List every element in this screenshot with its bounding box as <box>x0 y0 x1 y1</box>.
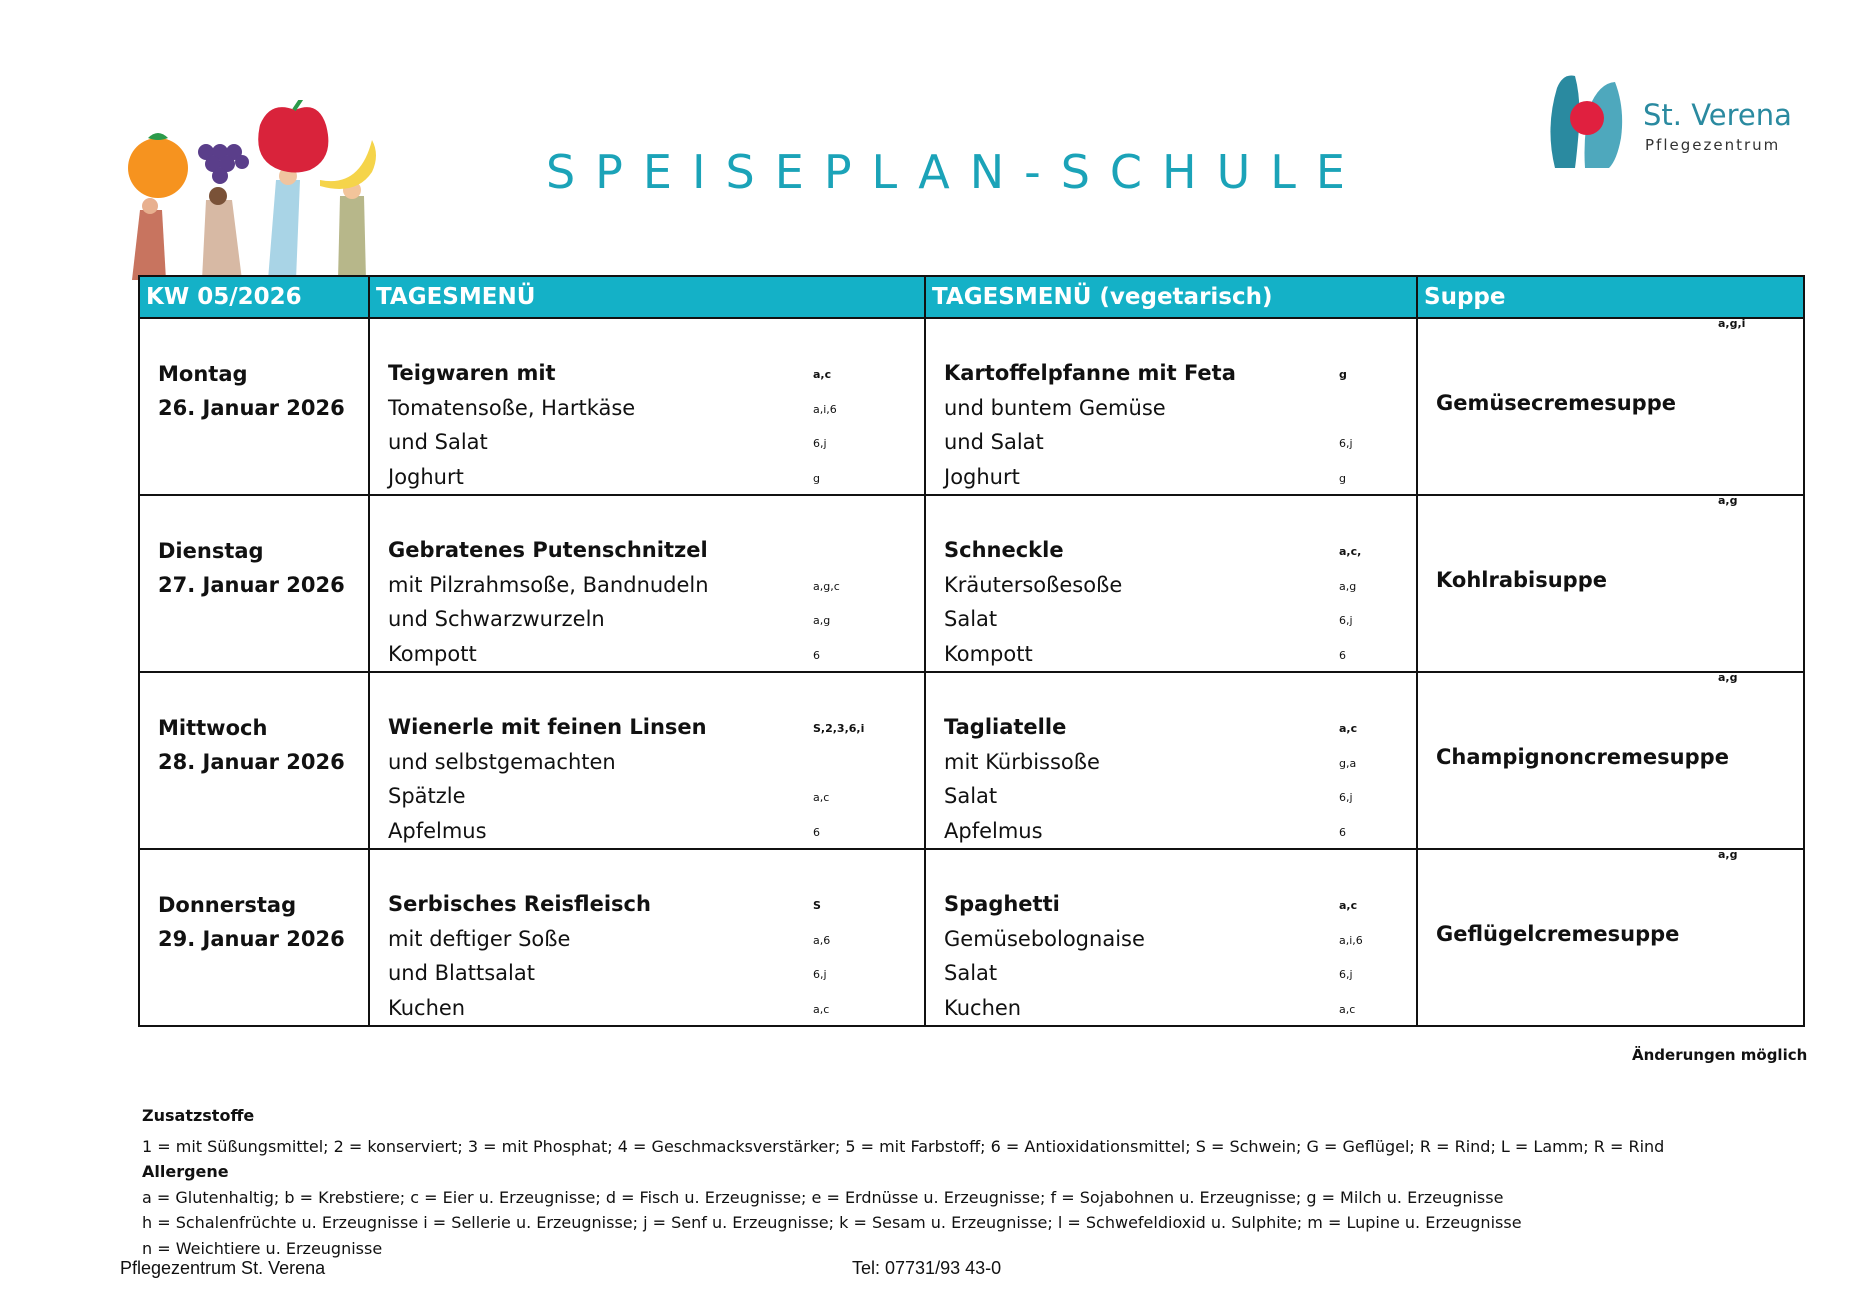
daily-menu-cell <box>369 849 925 1026</box>
soup-header: Suppe <box>1417 276 1804 318</box>
menu-line <box>388 637 924 672</box>
menu-line <box>944 887 1416 922</box>
allergen-code: a,g <box>1339 579 1357 593</box>
menu-line <box>388 814 924 849</box>
allergen-code: a,6 <box>813 933 831 947</box>
allergen-code: S <box>813 899 821 912</box>
soup-cell <box>1417 849 1804 1026</box>
menu-line <box>388 956 924 991</box>
allergen-code: 6,j <box>1339 791 1353 804</box>
dish-text: mit Pilzrahmsoße, Bandnudeln <box>388 572 709 597</box>
soup-name: Kohlrabisuppe <box>1436 568 1607 592</box>
menu-line <box>944 991 1416 1026</box>
dish-text: Joghurt <box>944 464 1020 489</box>
menu-line <box>388 356 924 391</box>
allergen-code: 6,j <box>1339 614 1353 627</box>
weekday: Dienstag <box>158 539 264 563</box>
footer-organization: Pflegezentrum St. Verena <box>120 1258 326 1278</box>
menu-line <box>388 568 924 603</box>
daily-menu-cell <box>369 318 925 495</box>
menu-line <box>388 425 924 460</box>
dish-text: Salat <box>944 961 998 985</box>
table-header-row <box>139 276 1804 318</box>
dish-text: Gemüsebolognaise <box>944 926 1145 951</box>
allergen-code: a,c <box>1339 1002 1356 1016</box>
additives-text: 1 = mit Süßungsmittel; 2 = konserviert; 3 = mit Phosphat; 4 = Geschmacksverstärker; 5 = mit Farbstoff; 6 = Antioxidationsmittel; S = Schwein; G = Geflügel; R = Rind; L = Lamm; R = Rind <box>142 1136 1665 1156</box>
dish-text: Apfelmus <box>388 818 487 843</box>
legend <box>142 1103 1664 1261</box>
day-cell <box>139 318 369 495</box>
allergen-code: 6 <box>1339 825 1346 839</box>
dish-text: Kuchen <box>944 995 1022 1020</box>
allergen-code: S,2,3,6,i <box>813 722 865 735</box>
date: 27. Januar 2026 <box>158 573 345 597</box>
dish-text: Kartoffelpfanne mit Feta <box>944 361 1236 385</box>
dish-text: Teigwaren mit <box>388 361 556 385</box>
weekday: Donnerstag <box>158 893 297 917</box>
dish-text: Tagliatelle <box>944 715 1067 739</box>
table-row <box>139 318 1804 495</box>
weekday: Montag <box>158 362 248 386</box>
allergens-line-1: a = Glutenhaltig; b = Krebstiere; c = Eier u. Erzeugnisse; d = Fisch u. Erzeugnisse; e = Erdnüsse u. Erzeugnisse; f = Sojabohnen u. Erzeugnisse; g = Milch u. Erzeugnisse <box>142 1187 1504 1207</box>
soup-name: Gemüsecremesuppe <box>1436 391 1676 415</box>
allergen-code: a,c <box>813 368 832 381</box>
menu-line <box>944 356 1416 391</box>
table-row <box>139 672 1804 849</box>
allergen-code: a,g <box>1718 671 1738 684</box>
dish-text: Joghurt <box>388 464 464 489</box>
allergen-code: a,g,c <box>813 579 840 593</box>
page-title: SPEISEPLAN-SCHULE <box>545 145 1365 199</box>
soup-name: Champignoncremesuppe <box>1436 745 1729 769</box>
dish-text: und Schwarzwurzeln <box>388 607 605 631</box>
date: 29. Januar 2026 <box>158 927 345 951</box>
dish-text: Spätzle <box>388 784 466 808</box>
dish-text: Kompott <box>944 641 1033 666</box>
menu-line <box>388 779 924 814</box>
allergen-code: g <box>1339 471 1346 485</box>
dish-text: Salat <box>944 607 998 631</box>
allergen-code: a,g <box>1718 494 1738 507</box>
allergen-code: a,c, <box>1339 545 1362 558</box>
menu-line <box>944 956 1416 991</box>
dish-text: Kuchen <box>388 995 466 1020</box>
menu-line <box>944 745 1416 780</box>
dish-text: und Salat <box>388 430 488 454</box>
allergens-title: Allergene <box>142 1162 229 1181</box>
allergen-code: g,a <box>1339 756 1357 770</box>
allergen-code: a,g <box>1718 848 1738 861</box>
menu-line <box>388 887 924 922</box>
date: 26. Januar 2026 <box>158 396 345 420</box>
table-row <box>139 495 1804 672</box>
changes-note: Änderungen möglich <box>1632 1046 1808 1064</box>
menu-line <box>944 391 1416 426</box>
dish-text: Spaghetti <box>944 892 1060 916</box>
dish-text: Serbisches Reisfleisch <box>388 892 651 916</box>
menu-line <box>944 922 1416 957</box>
logo-subtitle: Pflegezentrum <box>1645 136 1781 154</box>
allergen-code: a,c <box>813 791 830 804</box>
menu-line <box>944 602 1416 637</box>
dish-text: Kompott <box>388 641 477 666</box>
dish-text: Salat <box>944 784 998 808</box>
menu-line <box>944 814 1416 849</box>
week-header: KW 05/2026 <box>139 276 369 318</box>
logo-mark-icon <box>1545 68 1635 178</box>
allergen-code: 6,j <box>1339 968 1353 981</box>
daily-menu-cell <box>369 672 925 849</box>
allergen-code: 6,j <box>1339 437 1353 450</box>
allergen-code: 6 <box>1339 648 1346 662</box>
dish-text: Kräutersoßesoße <box>944 572 1123 597</box>
menu-line <box>944 779 1416 814</box>
additives-title: Zusatzstoffe <box>142 1106 255 1125</box>
allergens-line-2: h = Schalenfrüchte u. Erzeugnisse i = Sellerie u. Erzeugnisse; j = Senf u. Erzeugnisse; k = Sesam u. Erzeugnisse; l = Schwefeldioxid u. Sulphite; m = Lupine u. Erzeugnisse <box>142 1213 1522 1232</box>
menu-line <box>944 637 1416 672</box>
dish-text: mit Kürbissoße <box>944 749 1100 774</box>
menu-line <box>944 460 1416 495</box>
vegetarian-menu-cell <box>925 318 1417 495</box>
allergen-code: 6 <box>813 648 820 662</box>
vegetarian-menu-header: TAGESMENÜ (vegetarisch) <box>925 276 1417 318</box>
menu-table <box>138 275 1805 1027</box>
allergen-code: g <box>1339 368 1347 381</box>
menu-line <box>388 745 924 780</box>
menu-line <box>944 533 1416 568</box>
allergens-line-3: n = Weichtiere u. Erzeugnisse <box>142 1238 383 1258</box>
menu-line <box>944 568 1416 603</box>
daily-menu-cell <box>369 495 925 672</box>
menu-line <box>388 922 924 957</box>
vegetarian-menu-cell <box>925 849 1417 1026</box>
allergen-code: a,g <box>813 614 831 627</box>
allergen-code: a,i,6 <box>813 402 837 416</box>
allergen-code: 6,j <box>813 968 827 981</box>
dish-text: und buntem Gemüse <box>944 395 1166 420</box>
footer-phone: Tel: 07731/93 43-0 <box>852 1258 1002 1278</box>
dish-text: Gebratenes Putenschnitzel <box>388 538 708 562</box>
allergen-code: a,c <box>1339 722 1358 735</box>
allergen-code: 6,j <box>813 437 827 450</box>
weekday: Mittwoch <box>158 716 268 740</box>
soup-cell <box>1417 495 1804 672</box>
menu-line <box>388 533 924 568</box>
dish-text: Tomatensoße, Hartkäse <box>388 395 636 420</box>
menu-line <box>388 991 924 1026</box>
dish-text: Schneckle <box>944 538 1064 562</box>
menu-line <box>944 710 1416 745</box>
logo-name: St. Verena <box>1643 98 1792 132</box>
menu-line <box>388 391 924 426</box>
vegetarian-menu-cell <box>925 672 1417 849</box>
dish-text: und Salat <box>944 430 1044 454</box>
menu-line <box>388 602 924 637</box>
allergen-code: g <box>813 471 820 485</box>
dish-text: Wienerle mit feinen Linsen <box>388 715 707 739</box>
dish-text: und Blattsalat <box>388 961 535 985</box>
dish-text: und selbstgemachten <box>388 749 616 774</box>
day-cell <box>139 495 369 672</box>
soup-cell <box>1417 318 1804 495</box>
dish-text: Apfelmus <box>944 818 1043 843</box>
daily-menu-header: TAGESMENÜ <box>369 276 925 318</box>
date: 28. Januar 2026 <box>158 750 345 774</box>
allergen-code: a,c <box>813 1002 830 1016</box>
allergen-code: a,i,6 <box>1339 933 1363 947</box>
logo <box>1545 68 1795 178</box>
soup-name: Geflügelcremesuppe <box>1436 922 1680 946</box>
soup-cell <box>1417 672 1804 849</box>
menu-line <box>944 425 1416 460</box>
day-cell <box>139 849 369 1026</box>
menu-line <box>388 710 924 745</box>
vegetarian-menu-cell <box>925 495 1417 672</box>
allergen-code: a,g,i <box>1718 317 1746 330</box>
allergen-code: 6 <box>813 825 820 839</box>
table-row <box>139 849 1804 1026</box>
dish-text: mit deftiger Soße <box>388 926 571 951</box>
allergen-code: a,c <box>1339 899 1358 912</box>
menu-line <box>388 460 924 495</box>
day-cell <box>139 672 369 849</box>
